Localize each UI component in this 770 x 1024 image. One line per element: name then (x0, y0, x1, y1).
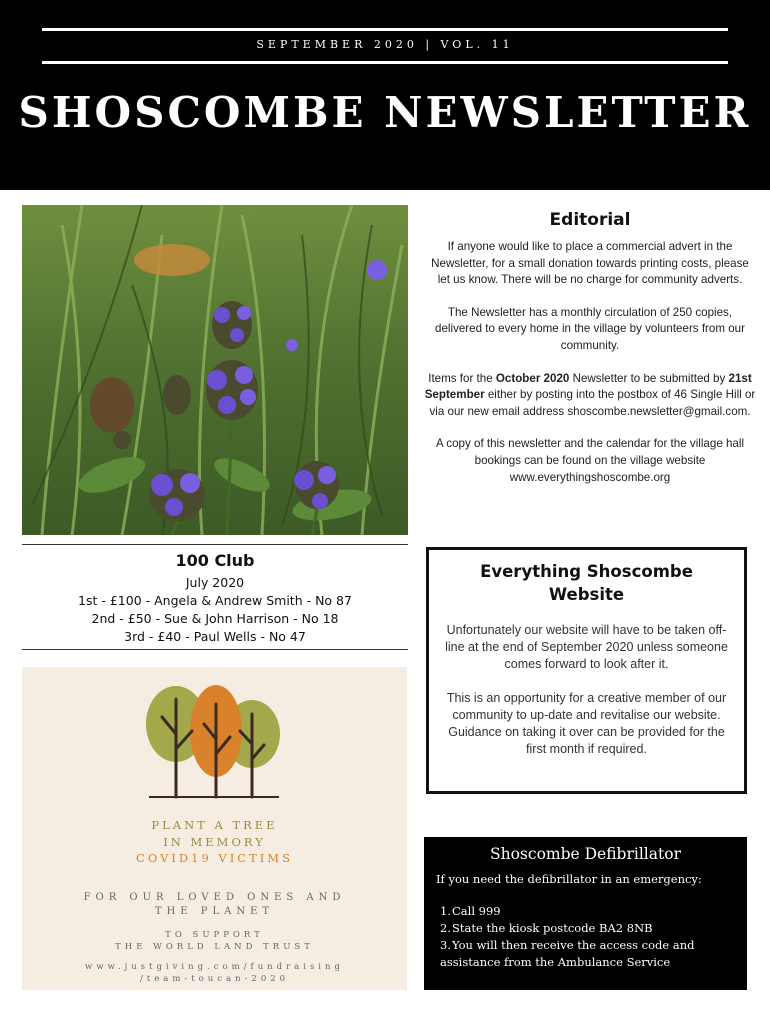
editorial-paragraph-circulation: The Newsletter has a monthly circulation of 250 copies, delivered to every home in the village by volunteers from our community. (435, 305, 745, 352)
poster-line-memory: IN MEMORY (163, 834, 266, 849)
step-text: State the kiosk postcode BA2 8NB (452, 921, 653, 935)
poster-url-line1: www.justgiving.com/fundraising (85, 962, 344, 972)
submission-deadline: 21st September (424, 371, 752, 402)
header-rule-top (42, 28, 728, 31)
submission-text-c: Newsletter to be submitted by (569, 371, 729, 385)
website-paragraph-opportunity: This is an opportunity for a creative member of our community to up-date and revitalise our website. (446, 691, 727, 722)
step-number: 2. (440, 921, 451, 935)
wildflower-photo (22, 205, 408, 535)
website-notice-box (426, 547, 747, 794)
poster-line-trust: THE WORLD LAND TRUST (115, 942, 314, 952)
poster-line-plant: PLANT A TREE (151, 818, 278, 832)
poster-headline (22, 817, 407, 867)
defib-intro: If you need the defibrillator in an emergency: (436, 872, 702, 886)
club-heading: 100 Club (175, 551, 255, 570)
defib-step-1 (440, 903, 735, 920)
editorial-heading: Editorial (549, 210, 631, 230)
editorial-paragraph-advert: If anyone would like to place a commercial advert in the Newsletter, for a small donation towards printing costs, please let us know. There will be no charge for community adverts. (431, 240, 749, 287)
club-winner-third: 3rd - £40 - Paul Wells - No 47 (124, 629, 306, 644)
club-winner-second: 2nd - £50 - Sue & John Harrison - No 18 (91, 611, 339, 626)
poster-line-covid: COVID19 VICTIMS (136, 851, 293, 865)
trees-illustration (144, 679, 284, 799)
club-winner-first: 1st - £100 - Angela & Andrew Smith - No 87 (78, 593, 352, 608)
defibrillator-box (424, 837, 747, 990)
step-number: 3. (440, 938, 451, 952)
defib-heading: Shoscombe Defibrillator (490, 845, 681, 863)
poster-support (22, 929, 407, 953)
header-rule-bottom (42, 61, 728, 64)
submission-issue-month: October 2020 (495, 371, 570, 385)
club-month: July 2020 (185, 575, 245, 590)
hundred-club-section (22, 544, 408, 650)
poster-dedication (22, 891, 407, 919)
masthead (0, 0, 770, 190)
website-heading: Everything Shoscombe Website (480, 562, 693, 604)
editorial-paragraph-website: A copy of this newsletter and the calendar for the village hall bookings can be found on the village website www.everythingshoscombe.org (435, 437, 745, 484)
submission-text-e: either by posting into the postbox of 46 Single Hill or via our new email address shoscombe.newsletter@gmail.com. (429, 388, 756, 418)
plant-a-tree-poster (22, 667, 407, 990)
step-number: 1. (440, 904, 451, 918)
step-text: You will then receive the access code and assistance from the Ambulance Service (440, 938, 695, 969)
newsletter-title: SHOSCOMBE NEWSLETTER (18, 88, 752, 137)
defib-steps (436, 903, 735, 971)
website-paragraph-guidance: Guidance on taking it over can be provided for the first month if required. (448, 725, 725, 756)
poster-fundraising-url (22, 961, 407, 985)
poster-line-support: TO SUPPORT (165, 930, 264, 940)
defib-step-2 (440, 920, 735, 937)
editorial-paragraph-submission (424, 371, 756, 421)
website-paragraph-offline: Unfortunately our website will have to be taken off-line at the end of September 2020 unless someone comes forward to look after it. (445, 623, 728, 671)
submission-text-a: Items for the (428, 371, 496, 385)
poster-url-line2: /team-toucan-2020 (139, 974, 290, 984)
issue-line: SEPTEMBER 2020 | VOL. 11 (256, 38, 514, 51)
step-text: Call 999 (452, 904, 501, 918)
poster-line-loved: FOR OUR LOVED ONES AND (83, 892, 346, 903)
wildflower-illustration (22, 205, 408, 535)
editorial-section (424, 210, 756, 502)
defib-step-3 (440, 937, 735, 971)
poster-line-planet: THE PLANET (154, 906, 275, 917)
